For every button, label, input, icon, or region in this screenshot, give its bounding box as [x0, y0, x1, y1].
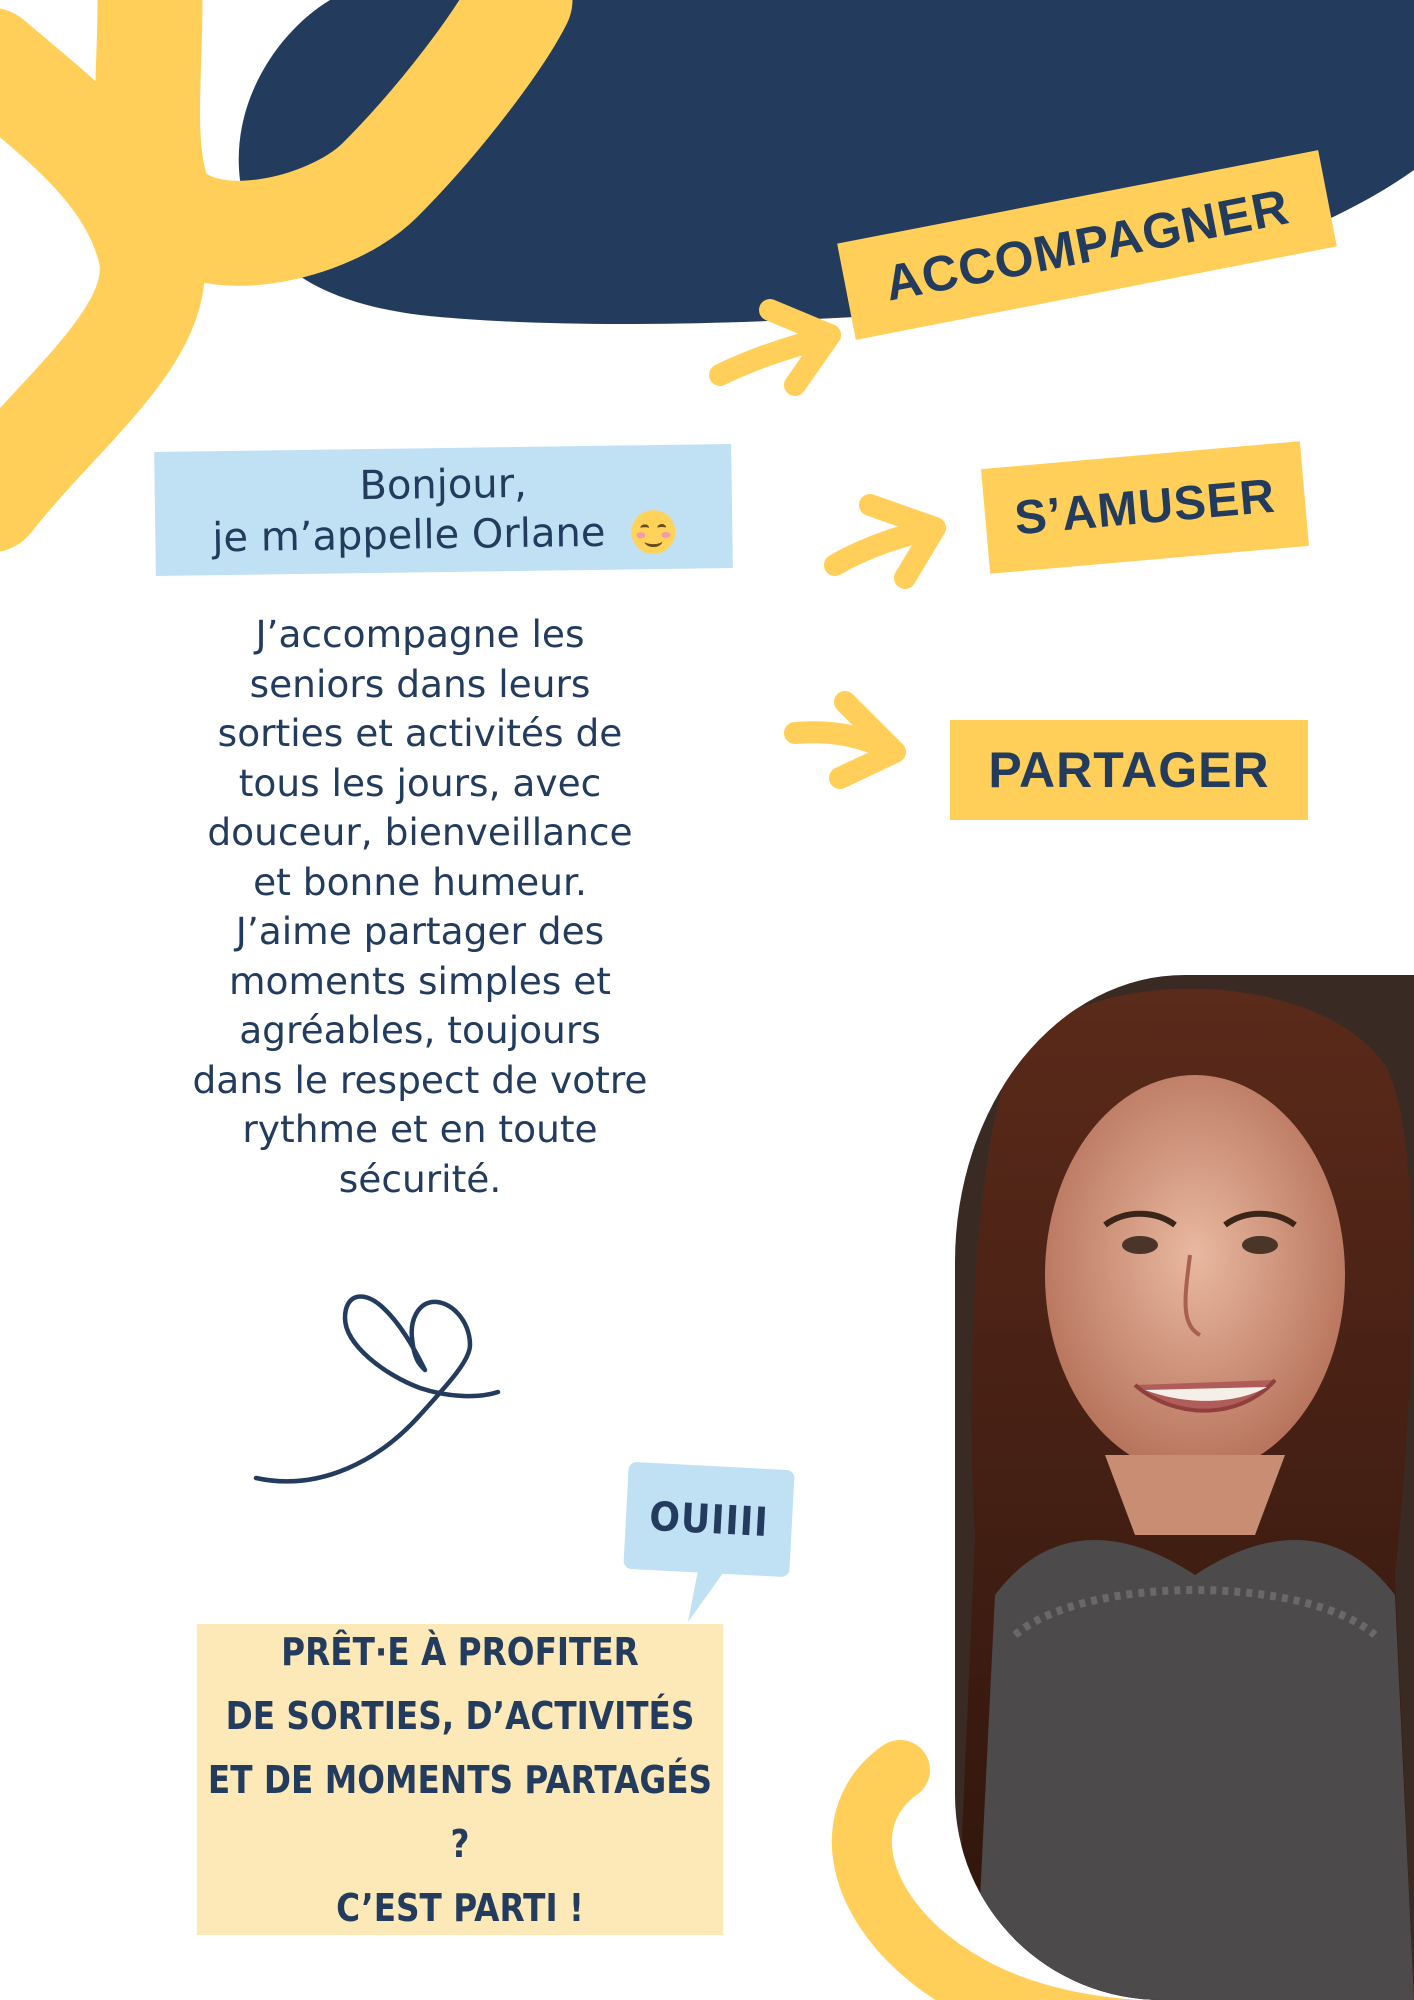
intro-line: sorties et activités de: [217, 711, 623, 755]
cta-line: ET DE MOMENTS PARTAGÉS ?: [207, 1757, 713, 1866]
heart-icon: [256, 1296, 498, 1481]
intro-line: J’accompagne les: [255, 612, 585, 656]
portrait-photo: [955, 975, 1414, 2000]
tag-samuser: S’AMUSER: [981, 441, 1309, 573]
cta-line: PRÊT·E À PROFITER: [281, 1629, 639, 1674]
intro-line: douceur, bienveillance: [207, 810, 633, 854]
intro-line: seniors dans leurs: [249, 661, 591, 706]
tag-accompagner: ACCOMPAGNER: [837, 150, 1337, 340]
tag-partager: PARTAGER: [950, 720, 1308, 820]
intro-line: tous les jours, avec: [238, 760, 602, 805]
intro-line: rythme et en toute: [242, 1107, 598, 1151]
smiling-face-icon: [631, 510, 676, 555]
greeting-line2: je m’appelle Orlane: [212, 509, 606, 562]
intro-line: et bonne humeur.: [253, 859, 587, 904]
greeting-line2-wrap: [212, 507, 676, 563]
greeting-box: [154, 444, 733, 576]
intro-line: dans le respect de votre: [192, 1057, 648, 1102]
call-to-action-box: [197, 1624, 723, 1935]
intro-line: sécurité.: [338, 1156, 502, 1201]
intro-line: moments simples et: [228, 958, 611, 1003]
cta-line: C’EST PARTI !: [336, 1885, 584, 1930]
arrow-icon: [795, 702, 895, 778]
greeting-line1: Bonjour,: [359, 460, 528, 510]
speech-bubble: OUIIII: [623, 1462, 794, 1578]
intro-line: J’aime partager des: [235, 909, 605, 953]
cta-line: DE SORTIES, D’ACTIVITÉS: [225, 1693, 695, 1738]
arrow-icon: [835, 505, 935, 578]
intro-paragraph: [150, 610, 690, 1204]
intro-line: agréables, toujours: [239, 1008, 601, 1052]
